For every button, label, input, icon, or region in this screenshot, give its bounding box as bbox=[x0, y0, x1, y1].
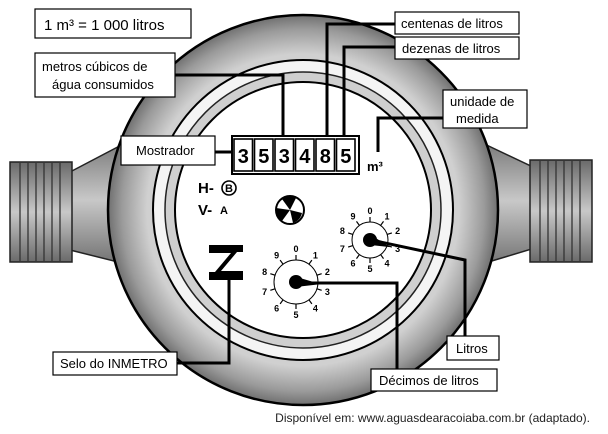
dial-number: 6 bbox=[274, 303, 280, 314]
left-thread bbox=[10, 162, 72, 262]
decimos-text: Décimos de litros bbox=[379, 373, 479, 388]
dezenas-text: dezenas de litros bbox=[402, 41, 501, 56]
dial-number: 8 bbox=[339, 226, 345, 237]
dial-number: 5 bbox=[367, 264, 373, 274]
register-digit: 8 bbox=[319, 146, 331, 168]
label-centenas bbox=[395, 12, 519, 34]
mostrador-text: Mostrador bbox=[136, 143, 195, 158]
register-digit: 4 bbox=[299, 146, 311, 168]
dial-number: 6 bbox=[350, 258, 356, 269]
va-mark: V- bbox=[198, 202, 213, 219]
flow-indicator-icon bbox=[276, 196, 304, 224]
hb-circle-letter: B bbox=[225, 183, 233, 195]
dial-number: 4 bbox=[384, 258, 390, 269]
hb-mark: H- bbox=[198, 180, 214, 197]
dial-number: 8 bbox=[262, 266, 268, 277]
dial-number: 1 bbox=[384, 211, 390, 222]
label-unidade bbox=[443, 90, 527, 128]
unidade-line2: medida bbox=[456, 111, 499, 126]
register-digit: 5 bbox=[258, 146, 270, 168]
equivalence-text: 1 m³ = 1 000 litros bbox=[44, 17, 165, 34]
selo-text: Selo do INMETRO bbox=[60, 356, 168, 371]
dial-number: 9 bbox=[274, 250, 280, 261]
label-equivalence bbox=[35, 9, 191, 38]
unidade-line1: unidade de bbox=[450, 94, 515, 109]
right-thread bbox=[530, 160, 592, 262]
dial-number: 4 bbox=[312, 303, 318, 314]
label-metros bbox=[35, 53, 175, 97]
va-letter: A bbox=[220, 205, 228, 217]
label-decimos bbox=[371, 369, 497, 391]
unit-m3: m³ bbox=[367, 159, 383, 174]
label-selo bbox=[53, 352, 177, 375]
label-mostrador bbox=[121, 136, 215, 165]
dial-number: 7 bbox=[262, 287, 268, 298]
register-digit: 3 bbox=[237, 146, 249, 168]
dial-number: 0 bbox=[367, 206, 373, 216]
label-dezenas bbox=[395, 37, 519, 59]
dial-number: 1 bbox=[312, 250, 318, 261]
metros-line1: metros cúbicos de bbox=[42, 59, 148, 74]
register-digit: 5 bbox=[340, 146, 352, 168]
metros-line2: água consumidos bbox=[52, 77, 154, 92]
dial-number: 5 bbox=[293, 310, 299, 320]
dial-number: 3 bbox=[395, 243, 401, 254]
source-credit: Disponível em: www.aguasdearacoiaba.com.br (adaptado). bbox=[275, 411, 590, 425]
label-litros bbox=[447, 336, 499, 360]
dial-number: 9 bbox=[350, 211, 356, 222]
dial-number: 2 bbox=[395, 226, 401, 237]
dial-number: 3 bbox=[324, 287, 330, 298]
litros-text: Litros bbox=[456, 341, 488, 356]
dial-number: 0 bbox=[293, 244, 299, 254]
dial-number: 2 bbox=[324, 266, 330, 277]
register-digit: 3 bbox=[278, 146, 290, 168]
centenas-text: centenas de litros bbox=[401, 16, 503, 31]
dial-number: 7 bbox=[339, 243, 345, 254]
